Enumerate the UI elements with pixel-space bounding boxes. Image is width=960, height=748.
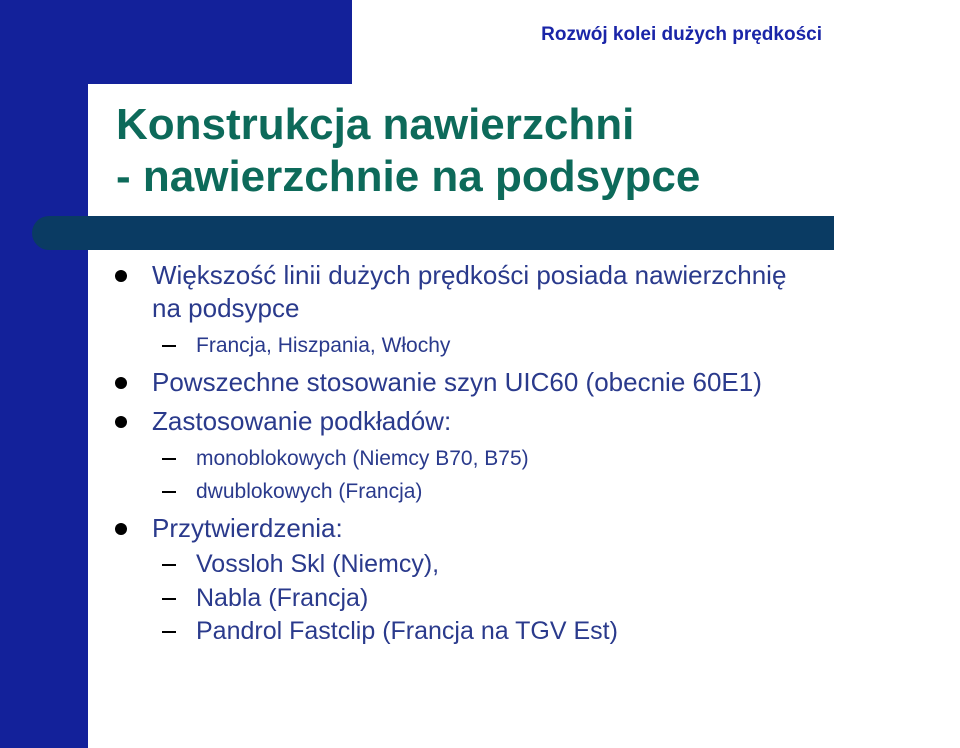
sub-item	[196, 616, 618, 646]
sub-item	[196, 583, 368, 613]
bullet-text: Zastosowanie podkładów:	[152, 406, 452, 436]
slide-title-line-1: Konstrukcja nawierzchni	[116, 100, 635, 149]
bullet-dot-icon	[115, 270, 127, 282]
sub-item-text: Pandrol Fastclip (Francja na TGV Est)	[196, 617, 618, 645]
sub-item-text: Vossloh Skl (Niemcy),	[196, 550, 440, 578]
dash-icon	[162, 598, 176, 600]
bullet-text: Przytwierdzenia:	[152, 513, 343, 543]
sub-item-text: dwublokowych (Francja)	[196, 480, 423, 503]
dash-icon	[162, 564, 176, 566]
bullet-item	[152, 367, 762, 397]
dash-icon	[162, 458, 176, 460]
bullet-dot-icon	[115, 416, 127, 428]
presentation-subtitle: Rozwój kolei dużych prędkości	[541, 24, 822, 45]
bullet-dot-icon	[115, 377, 127, 389]
bullet-text: Powszechne stosowanie szyn UIC60 (obecnie 60E1)	[152, 367, 762, 397]
sub-item	[196, 549, 439, 579]
bullet-item-continuation	[152, 293, 299, 323]
bullet-text: na podsypce	[152, 293, 300, 323]
sub-item-text: Nabla (Francja)	[196, 584, 369, 612]
dash-icon	[162, 345, 176, 347]
bullet-item	[152, 260, 786, 290]
slide-title-line-2: - nawierzchnie na podsypce	[116, 152, 701, 201]
bullet-item	[152, 406, 451, 436]
sub-item-text: Francja, Hiszpania, Włochy	[196, 334, 451, 357]
sub-item	[196, 446, 529, 472]
sub-item	[196, 333, 450, 359]
sub-item	[196, 479, 422, 505]
sub-item-text: monoblokowych (Niemcy B70, B75)	[196, 447, 529, 470]
bullet-item	[152, 513, 343, 543]
bullet-dot-icon	[115, 523, 127, 535]
dash-icon	[162, 631, 176, 633]
bullet-text: Większość linii dużych prędkości posiada nawierzchnię	[152, 260, 787, 290]
dash-icon	[162, 491, 176, 493]
